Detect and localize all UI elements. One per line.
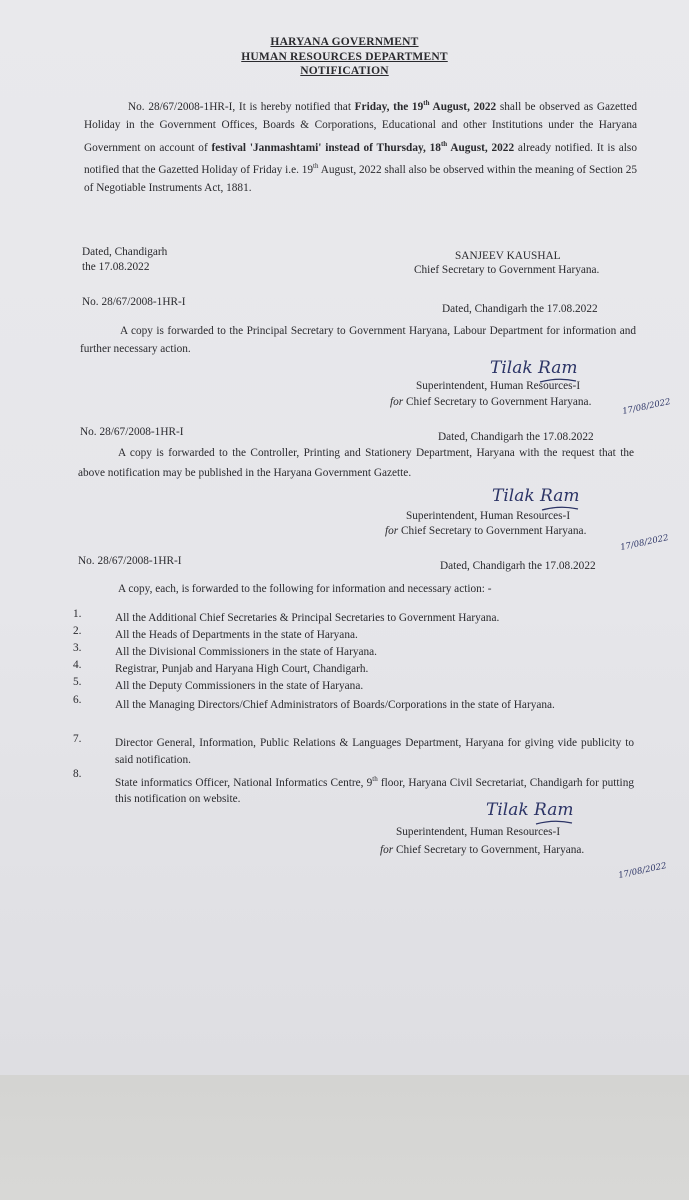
list-item: All the Heads of Departments in the state of Haryana. xyxy=(115,629,358,641)
dated-date: the 17.08.2022 xyxy=(82,261,150,273)
endorsement3-intro: A copy, each, is forwarded to the following for information and necessary action: - xyxy=(118,583,492,595)
endorsement2-title: Superintendent, Human Resources-I xyxy=(406,510,571,522)
list-item-number: 2. xyxy=(73,625,82,637)
endorsement2-date: Dated, Chandigarh the 17.08.2022 xyxy=(438,431,594,443)
endorsement1-handwritten-date: 17/08/2022 xyxy=(621,397,672,417)
signatory-title: Chief Secretary to Government Haryana. xyxy=(414,264,600,276)
endorsement1-body: A copy is forwarded to the Principal Secretary to Government Haryana, Labour Department for information and further necessary action. xyxy=(80,325,636,355)
dated-place: Dated, Chandigarh xyxy=(82,246,168,258)
list-item-number: 8. xyxy=(73,768,82,780)
endorsement3-handwritten-date: 17/08/2022 xyxy=(617,861,668,881)
list-item-number: 6. xyxy=(73,694,82,706)
endorsement3-date: Dated, Chandigarh the 17.08.2022 xyxy=(440,560,596,572)
list-item-number: 7. xyxy=(73,733,82,745)
endorsement1-title: Superintendent, Human Resources-I xyxy=(416,380,581,392)
signatory-name: SANJEEV KAUSHAL xyxy=(455,250,561,262)
header-notification: NOTIFICATION xyxy=(300,65,389,77)
endorsement2-number: No. 28/67/2008-1HR-I xyxy=(80,426,184,438)
endorsement3-number: No. 28/67/2008-1HR-I xyxy=(78,555,182,567)
list-item: All the Managing Directors/Chief Administrators of Boards/Corporations in the state of Haryana. xyxy=(115,699,555,711)
endorsement2-handwritten-date: 17/08/2022 xyxy=(619,533,670,553)
notification-paragraph: No. 28/67/2008-1HR-I, It is hereby notified that Friday, the 19th August, 2022 shall be observed as Gazetted Holiday in the Government Offices, Boards & Corporations, Educational and other Institutions under the Haryana Government on account of festival 'Janmashtami' instead of Thursday, 18th August, 2022 already notified. It is also notified that the Gazetted Holiday of Friday i.e. 19th August, 2022 shall also be observed within the meaning of Section 25 of Negotiable Instruments Act, 1881. xyxy=(84,99,638,195)
header-department: HUMAN RESOURCES DEPARTMENT xyxy=(241,51,448,63)
list-item: Director General, Information, Public Relations & Languages Department, Haryana for giving vide publicity to said notification. xyxy=(115,737,634,766)
endorsement1-number: No. 28/67/2008-1HR-I xyxy=(82,296,186,308)
background-surface xyxy=(0,1075,689,1200)
header-government: HARYANA GOVERNMENT xyxy=(270,36,419,48)
endorsement3-title: Superintendent, Human Resources-I xyxy=(396,826,561,838)
list-item: All the Additional Chief Secretaries & Principal Secretaries to Government Haryana. xyxy=(115,612,500,624)
endorsement2-signature: Tilak Ram xyxy=(492,486,580,506)
endorsement1-signature: Tilak Ram xyxy=(490,358,578,378)
list-item-number: 1. xyxy=(73,608,82,620)
list-item: All the Deputy Commissioners in the state of Haryana. xyxy=(115,680,364,692)
endorsement2-for: for Chief Secretary to Government Haryana. xyxy=(385,525,587,537)
endorsement1-for: for Chief Secretary to Government Haryana. xyxy=(390,396,592,408)
list-item: Registrar, Punjab and Haryana High Court, Chandigarh. xyxy=(115,663,369,675)
list-item: All the Divisional Commissioners in the state of Haryana. xyxy=(115,646,377,658)
list-item: State informatics Officer, National Informatics Centre, 9th floor, Haryana Civil Secretariat, Chandigarh for putting this notification on website. xyxy=(115,775,634,806)
endorsement3-signature: Tilak Ram xyxy=(486,800,574,820)
list-item-number: 5. xyxy=(73,676,82,688)
list-item-number: 4. xyxy=(73,659,82,671)
endorsement1-date: Dated, Chandigarh the 17.08.2022 xyxy=(442,303,598,315)
endorsement2-body: A copy is forwarded to the Controller, Printing and Stationery Department, Haryana with the request that the above notification may be published in the Haryana Government Gazette. xyxy=(78,447,634,479)
endorsement3-for: for Chief Secretary to Government, Haryana. xyxy=(380,844,585,856)
list-item-number: 3. xyxy=(73,642,82,654)
